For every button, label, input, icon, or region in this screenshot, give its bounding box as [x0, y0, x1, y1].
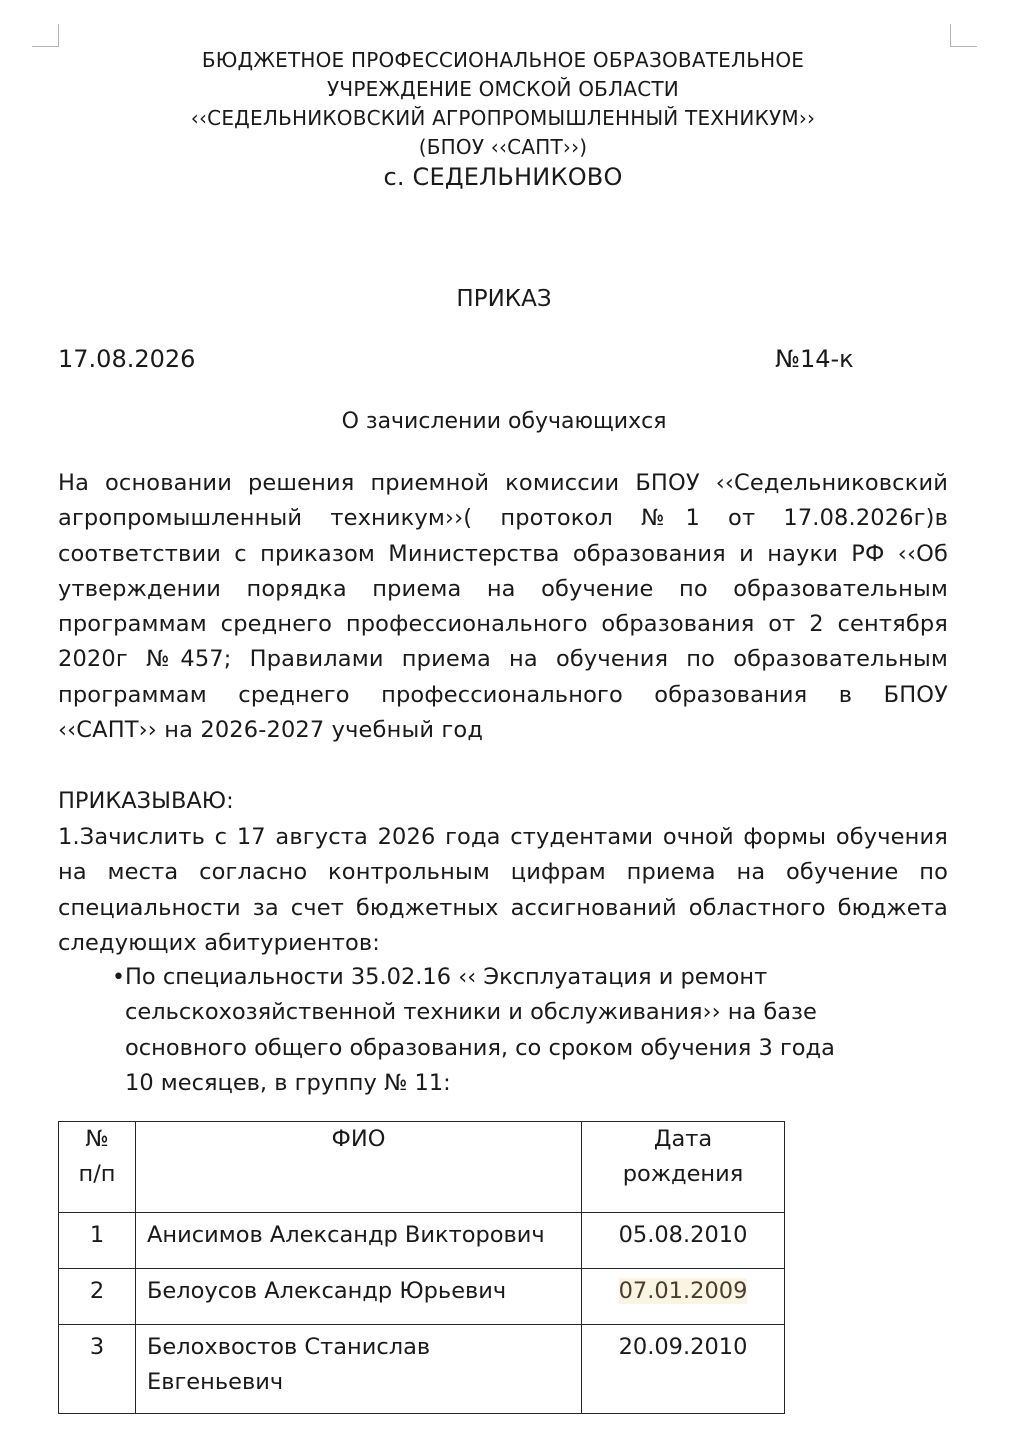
- header-line-1: БЮДЖЕТНОЕ ПРОФЕССИОНАЛЬНОЕ ОБРАЗОВАТЕЛЬНОЕ: [201, 48, 805, 72]
- row-dob: [582, 1269, 785, 1325]
- item-line: 1.Зачислить с 17 августа 2026 года студентами очной формы обучения: [58, 824, 948, 850]
- item-line: следующих абитуриентов:: [58, 929, 381, 956]
- table-header-row: [59, 1122, 785, 1213]
- bullet-line: сельскохозяйственной техники и обслуживания›› на базе: [125, 999, 817, 1026]
- basis-line: агропромышленный техникум››( протокол №1 от 17.08.2026г)в: [58, 505, 948, 532]
- header-name: ФИО: [136, 1122, 582, 1213]
- specialty-bullet: [112, 960, 835, 1101]
- highlighted-dob: 07.01.2009: [618, 1278, 748, 1304]
- bullet-text: По специальности 35.02.16 ‹‹ Эксплуатация и ремонт: [125, 964, 768, 990]
- basis-line: соответствии с приказом Министерства образования и науки РФ ‹‹Об: [58, 540, 948, 567]
- header-dob: [582, 1122, 785, 1213]
- basis-line: ‹‹САПТ›› на 2026-2027 учебный год: [58, 717, 484, 744]
- bullet-line: 10 месяцев, в группу № 11:: [125, 1069, 451, 1096]
- row-num: 2: [59, 1269, 136, 1325]
- row-num: 1: [59, 1213, 136, 1269]
- bullet-icon: •: [112, 965, 125, 990]
- basis-line: программам среднего профессионального образования в БПОУ: [58, 681, 948, 708]
- row-dob: 20.09.2010: [582, 1325, 785, 1414]
- table-row: [59, 1213, 785, 1269]
- header-num-line-1: №: [85, 1126, 109, 1152]
- order-subject: О зачислении обучающихся: [341, 409, 667, 434]
- students-table: [58, 1121, 785, 1414]
- header-dob-line-2: рождения: [622, 1161, 744, 1187]
- table-row: [59, 1269, 785, 1325]
- basis-line: программам среднего профессионального образования от 2 сентября: [58, 611, 948, 638]
- table-row: [59, 1325, 785, 1414]
- document-type: ПРИКАЗ: [456, 286, 552, 312]
- basis-line: утверждении порядка приема на обучение по образовательным: [58, 575, 948, 602]
- basis-line: 2020г №457; Правилами приема на обучения по образовательным: [58, 646, 948, 673]
- order-number: №14-к: [775, 345, 854, 373]
- row-name: [136, 1325, 582, 1414]
- header-dob-line-1: Дата: [653, 1126, 713, 1152]
- basis-paragraph: [58, 466, 948, 748]
- header-line-3: ‹‹СЕДЕЛЬНИКОВСКИЙ АГРОПРОМЫШЛЕННЫЙ ТЕХНИКУМ››: [190, 106, 816, 130]
- basis-line: На основании решения приемной комиссии БПОУ ‹‹Седельниковский: [58, 470, 948, 496]
- order-label: ПРИКАЗЫВАЮ:: [58, 788, 234, 814]
- header-num: [59, 1122, 136, 1213]
- row-dob: 05.08.2010: [582, 1213, 785, 1269]
- header-place: с. СЕДЕЛЬНИКОВО: [383, 163, 623, 191]
- crop-mark-top-left: [32, 24, 59, 47]
- row-name: Анисимов Александр Викторович: [136, 1213, 582, 1269]
- item-line: специальности за счет бюджетных ассигнований областного бюджета: [58, 894, 948, 921]
- institution-header: [40, 46, 966, 194]
- row-num: 3: [59, 1325, 136, 1414]
- bullet-line: основного общего образования, со сроком обучения 3 года: [125, 1034, 835, 1061]
- bullet-line: [112, 960, 835, 995]
- row-name: Белоусов Александр Юрьевич: [136, 1269, 582, 1325]
- header-num-line-2: п/п: [78, 1161, 116, 1187]
- order-item-1: [58, 820, 948, 961]
- row-name-line-1: Белохвостов Станислав: [147, 1334, 431, 1360]
- header-line-4: (БПОУ ‹‹САПТ››): [418, 135, 588, 159]
- order-date: 17.08.2026: [58, 345, 196, 373]
- item-line: на места согласно контрольным цифрам приема на обучение по: [58, 859, 948, 886]
- crop-mark-top-right: [950, 24, 977, 47]
- header-line-2: УЧРЕЖДЕНИЕ ОМСКОЙ ОБЛАСТИ: [327, 77, 679, 101]
- row-name-line-2: Евгеньевич: [147, 1369, 284, 1395]
